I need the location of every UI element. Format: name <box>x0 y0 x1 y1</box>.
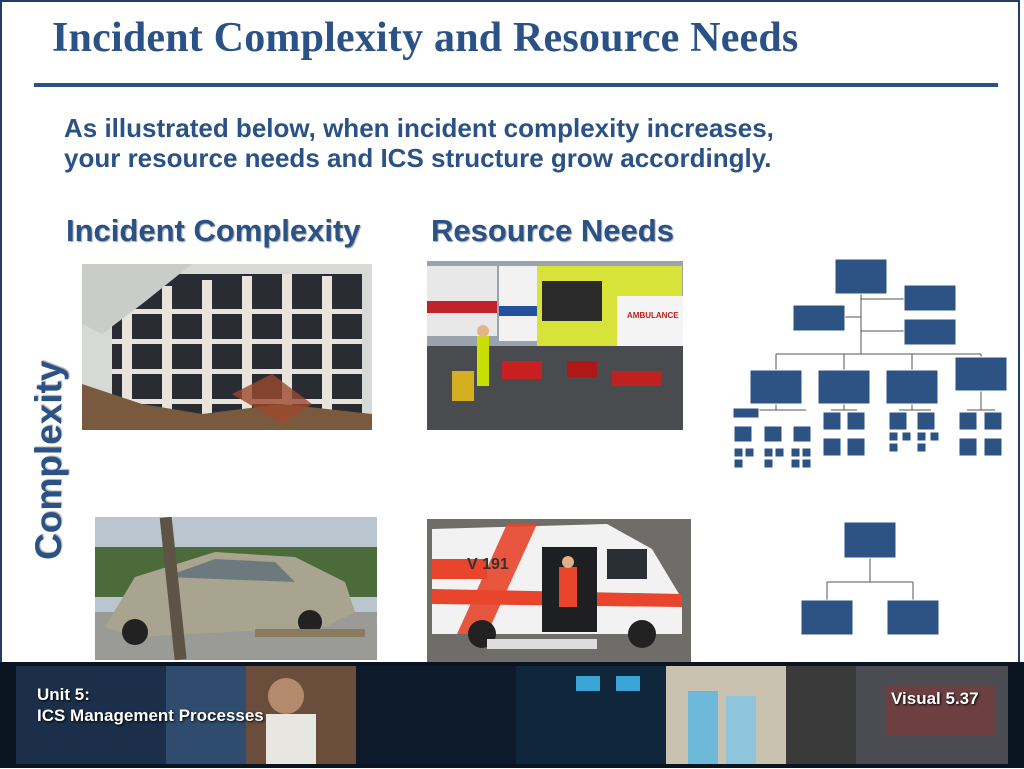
incident-complexity-heading: Incident Complexity <box>66 213 361 248</box>
car-crash-photo <box>95 517 377 660</box>
org-box-unit <box>734 459 743 468</box>
org-box-section-3 <box>886 370 938 404</box>
org-box-unit <box>733 408 759 418</box>
resource-needs-heading: Resource Needs <box>431 213 674 248</box>
org-box-section-1 <box>750 370 802 404</box>
org-box-unit <box>902 432 911 441</box>
org-box-command-staff-3 <box>793 305 845 331</box>
org-box-unit <box>764 459 773 468</box>
org-box-unit <box>764 426 782 442</box>
org-box-unit <box>802 448 811 457</box>
slide-title: Incident Complexity and Resource Needs <box>52 15 799 61</box>
org-box-unit <box>917 432 926 441</box>
org-box-section-4 <box>955 357 1007 391</box>
org-box-unit <box>984 438 1002 456</box>
org-box-unit <box>764 448 773 457</box>
org-box-unit <box>791 448 800 457</box>
org-box-unit <box>734 426 752 442</box>
org-box-command-staff-2 <box>904 319 956 345</box>
small-org-chart <box>800 521 942 636</box>
org-box-unit <box>823 438 841 456</box>
footer-banner <box>0 662 1024 768</box>
org-box-unit <box>847 412 865 430</box>
intro-line-1: As illustrated below, when incident complexity increases, <box>64 113 774 143</box>
org-box-section-2 <box>887 600 939 635</box>
org-box-unit <box>889 443 898 452</box>
collapsed-building-photo <box>82 264 372 430</box>
org-box-incident-commander <box>835 259 887 294</box>
org-box-section-1 <box>801 600 853 635</box>
org-box-unit <box>889 412 907 430</box>
org-box-unit <box>802 459 811 468</box>
vehicle-number-text: V 191 <box>467 556 509 573</box>
org-box-unit <box>959 412 977 430</box>
intro-line-2: your resource needs and ICS structure grow accordingly. <box>64 143 772 173</box>
intro-text <box>64 113 964 173</box>
org-box-unit <box>847 438 865 456</box>
footer-visual-number: Visual 5.37 <box>891 689 979 708</box>
ambulance-sign-text: AMBULANCE <box>627 311 679 320</box>
org-box-command-staff-1 <box>904 285 956 311</box>
org-box-unit <box>984 412 1002 430</box>
complexity-axis-label: Complexity <box>28 360 69 560</box>
org-box-incident-commander <box>844 522 896 558</box>
footer-unit-title: ICS Management Processes <box>37 706 264 725</box>
org-box-section-2 <box>818 370 870 404</box>
org-box-unit <box>745 448 754 457</box>
org-box-unit <box>793 426 811 442</box>
org-box-unit <box>917 412 935 430</box>
ambulances-scene-photo <box>427 261 683 430</box>
footer-unit-number: Unit 5: <box>37 685 90 704</box>
org-box-unit <box>889 432 898 441</box>
single-ambulance-photo <box>427 519 691 665</box>
org-box-unit <box>775 448 784 457</box>
org-box-unit <box>959 438 977 456</box>
org-box-unit <box>930 432 939 441</box>
org-box-unit <box>734 448 743 457</box>
footer-unit-info <box>37 684 264 726</box>
title-divider <box>34 83 998 87</box>
org-box-unit <box>791 459 800 468</box>
large-org-chart <box>731 258 1009 470</box>
org-box-unit <box>917 443 926 452</box>
org-box-unit <box>823 412 841 430</box>
